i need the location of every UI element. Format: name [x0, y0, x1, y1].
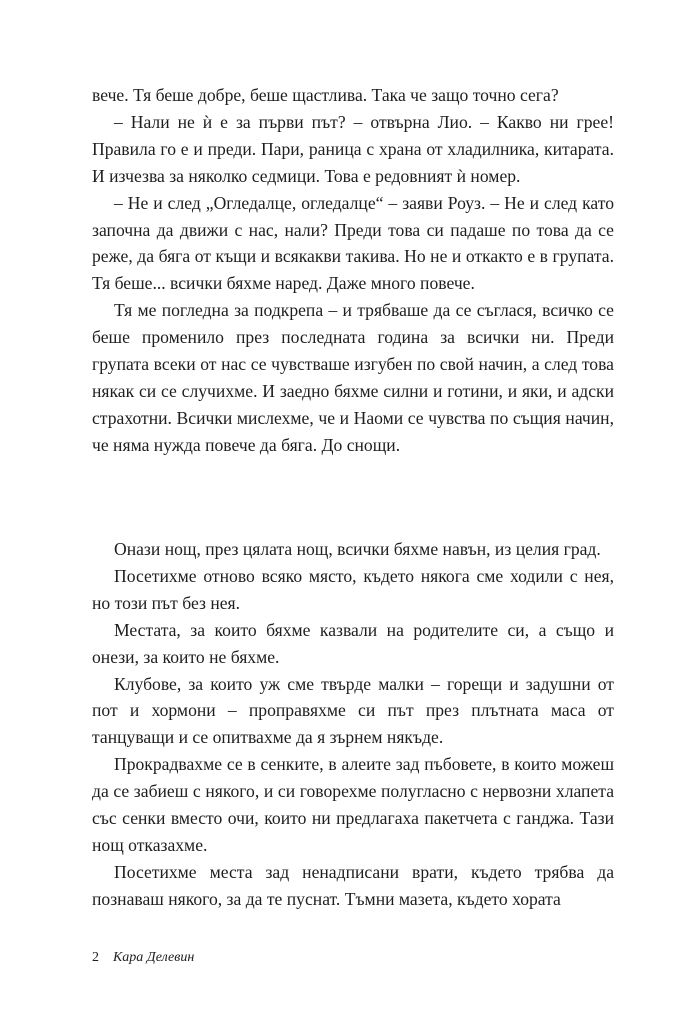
paragraph: Посетихме места зад ненадписани врати, където трябва да познаваш някого, за да те пуснат. Тъмни мазета, където хората	[92, 861, 614, 909]
running-footer-author: Кара Делевин	[113, 950, 195, 965]
text-section-2	[92, 536, 614, 913]
paragraph: Прокрадвахме се в сенките, в алеите зад пъбовете, в които можеш да се забиеш с някого, и си говорехме полугласно с нервозни хлапета със сенки вместо очи, които ни предлагаха пакетчета с ганджа. Тази нощ отказахме.	[92, 754, 614, 855]
text-section-1	[92, 82, 614, 459]
page-number: 2	[92, 950, 99, 965]
paragraph: Посетихме отново всяко място, където някога сме ходили с нея, но този път без нея.	[92, 565, 614, 613]
paragraph: Клубове, за които уж сме твърде малки – горещи и задушни от пот и хормони – проправяхме си път през плътната маса от танцуващи и се опитвахме да я зърнем някъде.	[92, 673, 614, 748]
paragraph: Тя ме погледна за подкрепа – и трябваше да се съглася, всичко се беше променило през последната година за всички ни. Преди групата всеки от нас се чувстваше изгубен по свой начин, а след това някак си се случихме. И заедно бяхме силни и готини, и яки, и адски страхотни. Всички мислехме, че и Наоми се чувства по същия начин, че няма нужда повече да бяга. До снощи.	[92, 300, 614, 455]
paragraph: Онази нощ, през цялата нощ, всички бяхме навън, из целия град.	[114, 539, 601, 559]
paragraph: вече. Тя беше добре, беше щастлива. Така че защо точно сега?	[92, 85, 559, 105]
paragraph: – Нали не ѝ е за първи път? – отвърна Лио. – Какво ни грее! Правила го е и преди. Пари, раница с храна от хладилника, китарата. И изчезва за няколко седмици. Това е редовният ѝ номер.	[92, 111, 614, 186]
page-footer	[92, 950, 194, 966]
paragraph: – Не и след „Огледалце, огледалце“ – заяви Роуз. – Не и след като започна да движи с нас, нали? Преди това си падаше по това да се реже, да бяга от къщи и всякакви такива. Но не и откакто е в групата. Тя беше... всички бяхме наред. Даже много повече.	[92, 192, 614, 294]
paragraph: Местата, за които бяхме казвали на родителите си, а също и онези, за които не бяхме.	[92, 619, 614, 667]
